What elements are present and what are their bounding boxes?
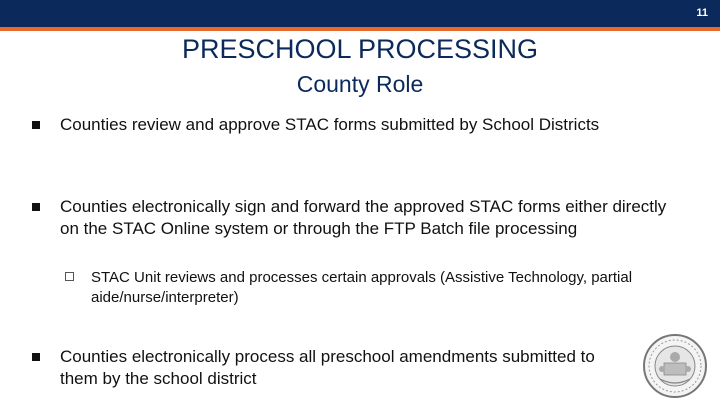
- slide-title: PRESCHOOL PROCESSING: [181, 34, 539, 64]
- hollow-square-bullet-icon: [65, 272, 74, 281]
- slide-number: 11: [696, 7, 708, 19]
- bullet-text: Counties review and approve STAC forms submitted by School Districts: [60, 115, 600, 134]
- bullet-text: Counties electronically process all preschool amendments submitted to them by the school district: [60, 347, 595, 388]
- sub-bullet-text: STAC Unit reviews and processes certain approvals (Assistive Technology, partial aide/nurse/interpreter): [91, 269, 633, 306]
- square-bullet-icon: [32, 203, 40, 211]
- state-seal-icon: [642, 333, 708, 399]
- square-bullet-icon: [32, 353, 40, 361]
- slide-subtitle: County Role: [296, 71, 424, 97]
- square-bullet-icon: [32, 121, 40, 129]
- header-bar: [0, 0, 720, 27]
- bullet-text: Counties electronically sign and forward the approved STAC forms either directly on the STAC Online system or through the FTP Batch file processing: [60, 197, 667, 238]
- accent-stripe: [0, 27, 720, 31]
